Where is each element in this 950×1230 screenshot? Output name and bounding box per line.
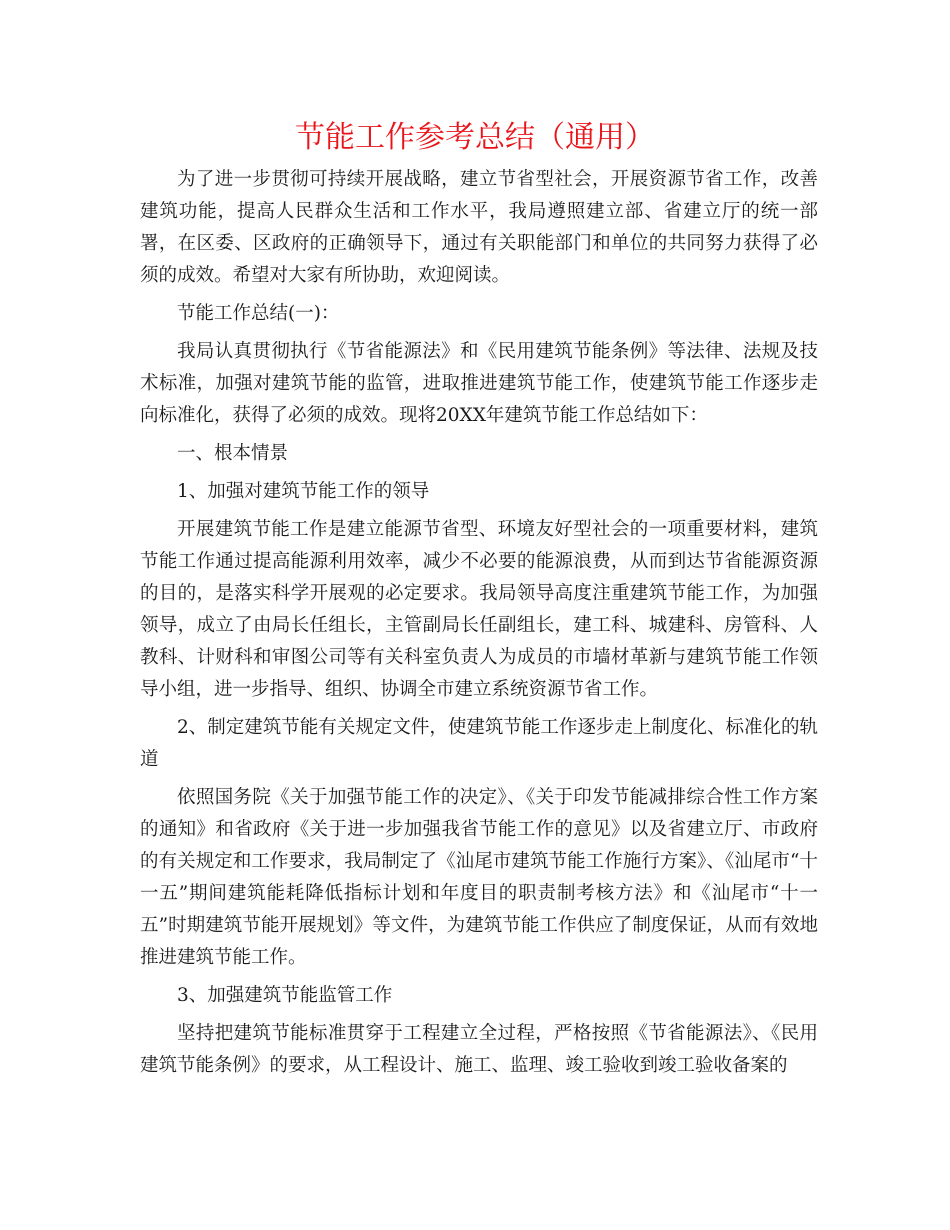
paragraph-heading-3: 3、加强建筑节能监管工作 [177,985,393,1006]
paragraph-heading-2: 2、制定建筑节能有关规定文件，使建筑节能工作逐步走上制度化、标准化的轨道 [140,717,818,770]
paragraph-section-heading: 节能工作总结(一)： [177,303,340,324]
document-body [140,164,818,1088]
document-title: 节能工作参考总结（通用） [295,120,655,155]
paragraph: 开展建筑节能工作是建立能源节省型、环境友好型社会的一项重要材料，建筑节能工作通过提高能源利用效率，减少不必要的能源浪费，从而到达节省能源资源的目的，是落实科学开展观的必定要求。我局领导高度注重建筑节能工作，为加强领导，成立了由局长任组长，主管副局长任副组长，建工科、城建科、房管科、人教科、计财科和审图公司等有关科室负责人为成员的市墙材革新与建筑节能工作领导小组，进一步指导、组织、协调全市建立系统资源节省工作。 [140,519,818,700]
paragraph-intro: 为了进一步贯彻可持续开展战略，建立节省型社会，开展资源节省工作，改善建筑功能，提高人民群众生活和工作水平，我局遵照建立部、省建立厅的统一部署，在区委、区政府的正确领导下，通过有关职能部门和单位的共同努力获得了必须的成效。希望对大家有所协助，欢迎阅读。 [140,169,818,286]
paragraph-heading-basic: 一、根本情景 [177,443,289,464]
paragraph-heading-1: 1、加强对建筑节能工作的领导 [177,481,430,502]
paragraph: 我局认真贯彻执行《节省能源法》和《民用建筑节能条例》等法律、法规及技术标准，加强对建筑节能的监管，进取推进建筑节能工作，使建筑节能工作逐步走向标准化，获得了必须的成效。现将20XX年建筑节能工作总结如下： [140,341,818,426]
paragraph: 依照国务院《关于加强节能工作的决定》、《关于印发节能减排综合性工作方案的通知》和省政府《关于进一步加强我省节能工作的意见》以及省建立厅、市政府的有关规定和工作要求，我局制定了《汕尾市建筑节能工作施行方案》、《汕尾市“十一五”期间建筑能耗降低指标计划和年度目的职责制考核方法》和《汕尾市“十一五”时期建筑节能开展规划》等文件，为建筑节能工作供应了制度保证，从而有效地推进建筑节能工作。 [140,787,818,968]
paragraph: 坚持把建筑节能标准贯穿于工程建立全过程，严格按照《节省能源法》、《民用建筑节能条例》的要求，从工程设计、施工、监理、竣工验收到竣工验收备案的 [140,1023,818,1076]
